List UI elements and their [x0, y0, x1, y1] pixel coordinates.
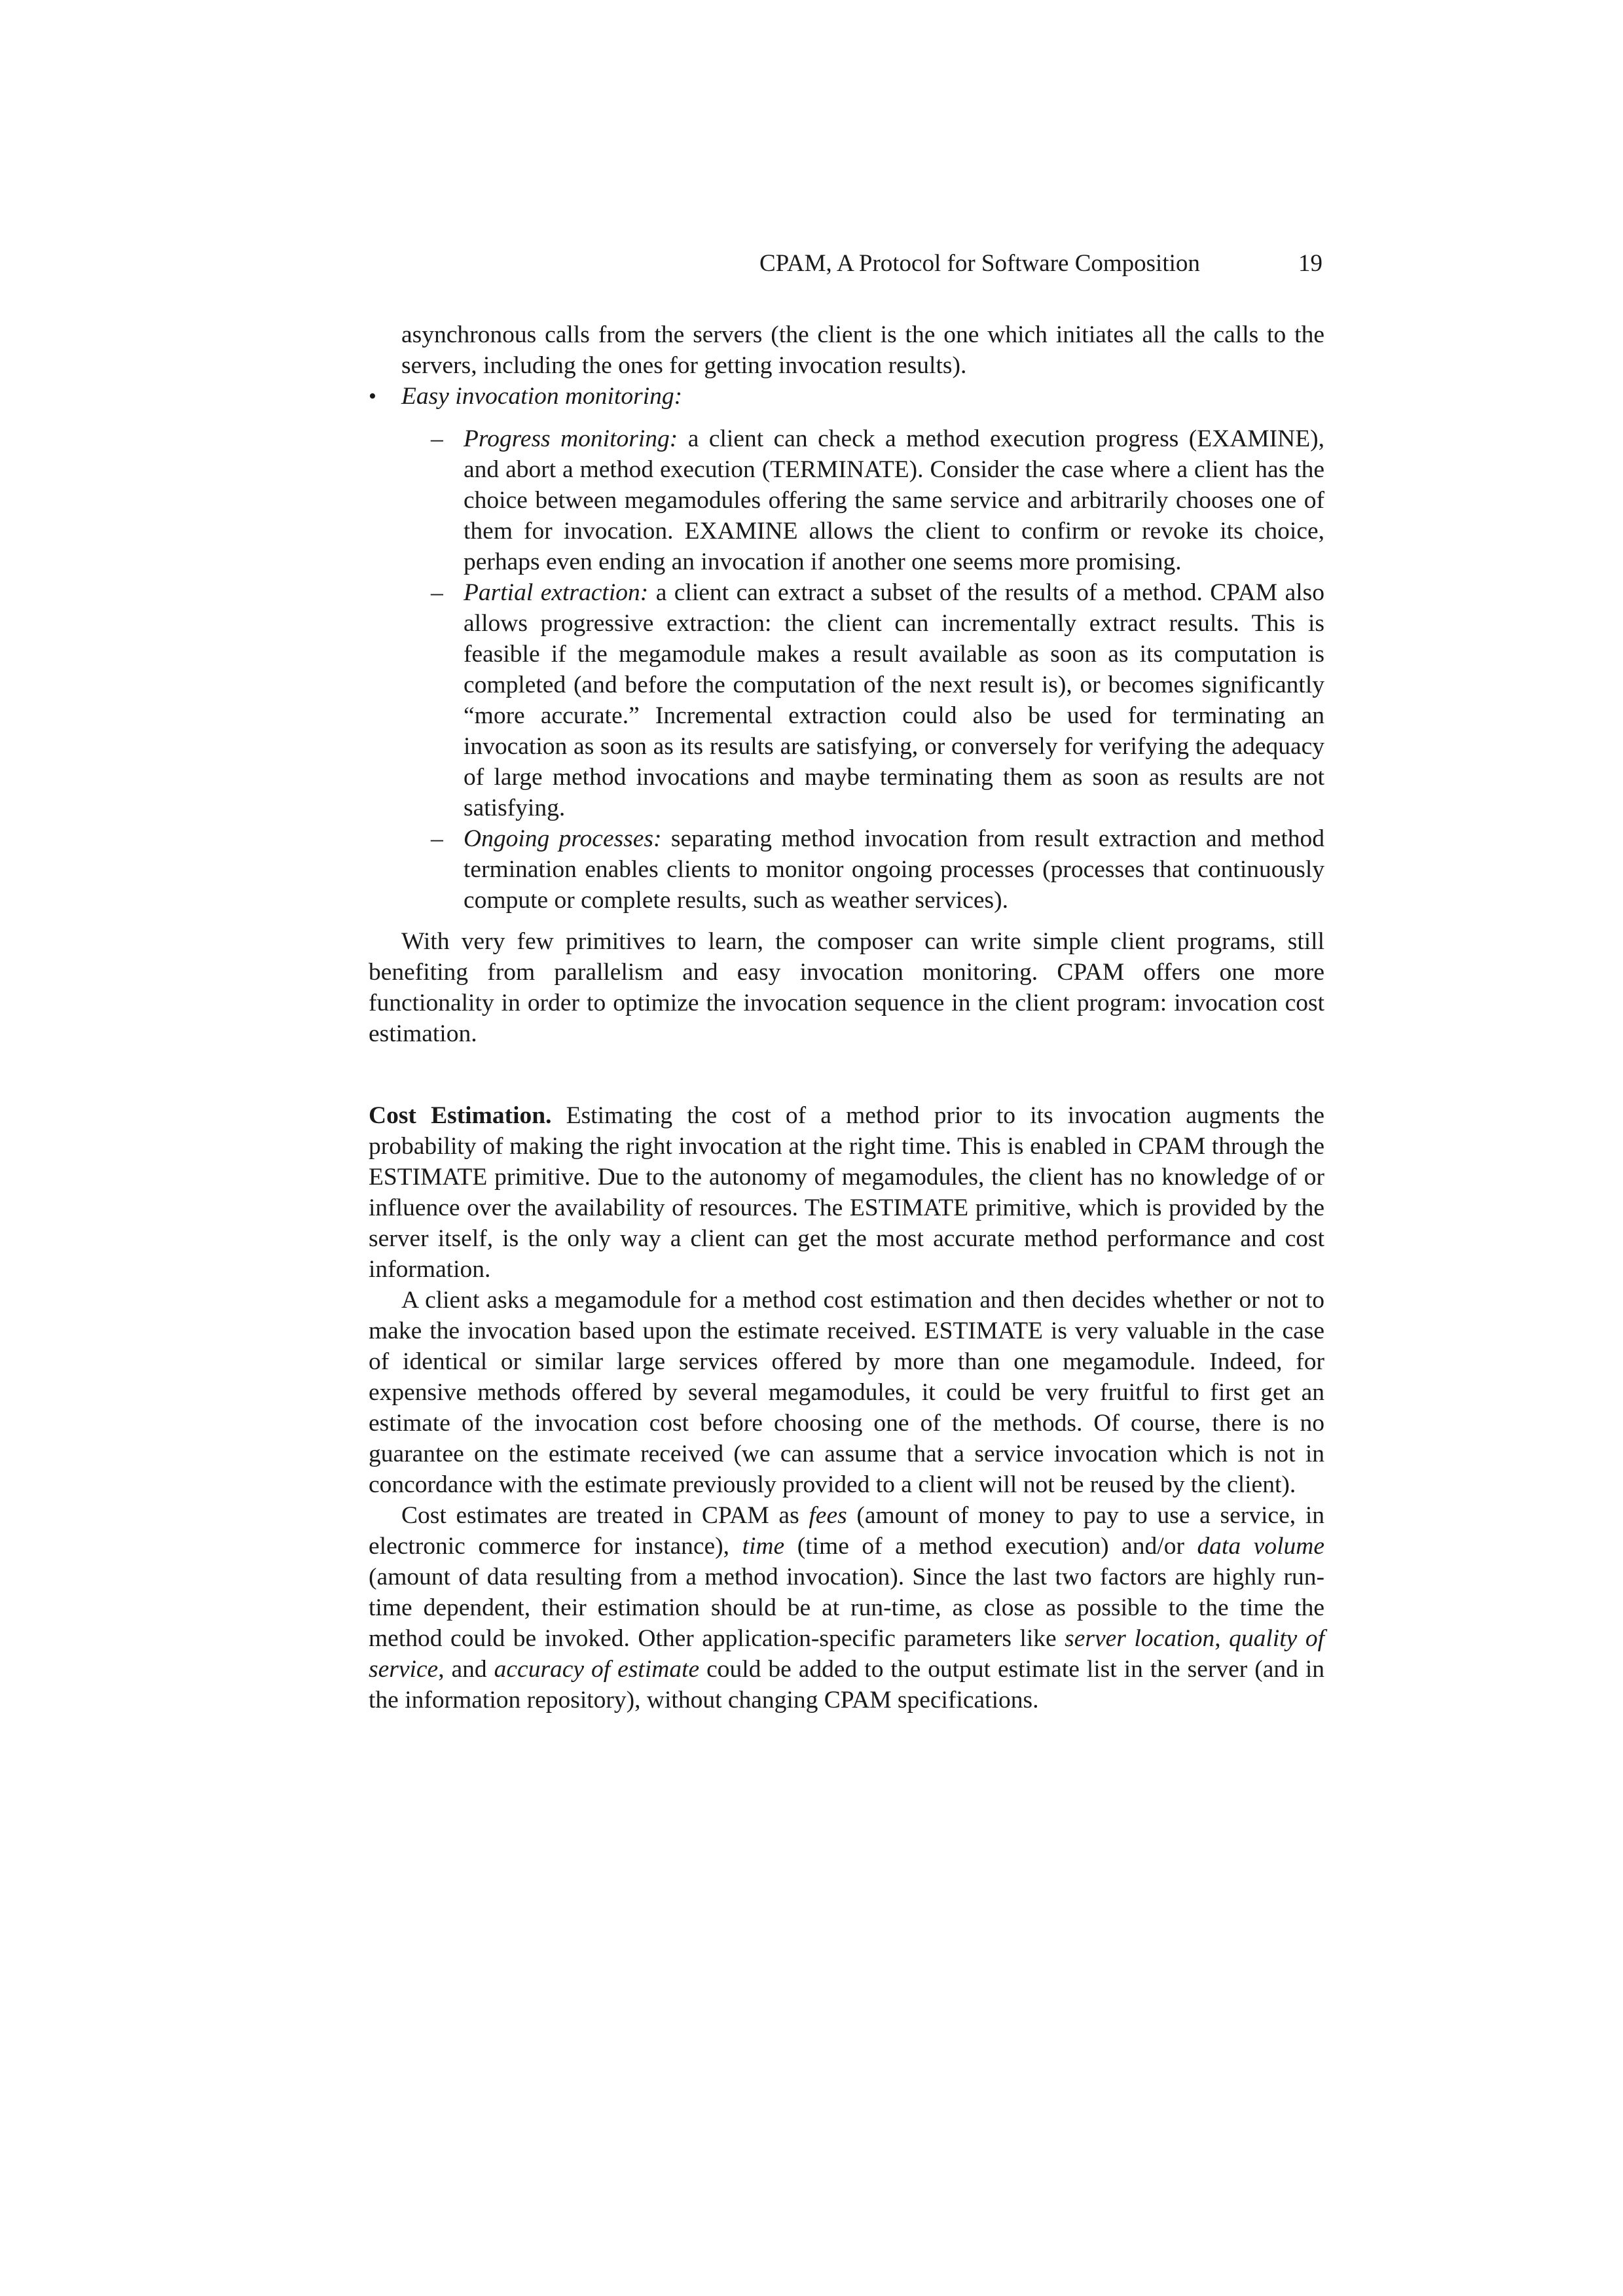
bullet-label: Easy invocation monitoring:	[401, 383, 683, 410]
emphasis-server-location: server location	[1065, 1625, 1215, 1652]
dash-icon: –	[431, 579, 443, 606]
bullet-icon: •	[369, 384, 376, 408]
page-body	[369, 319, 1324, 1715]
bullet-item-easy-invocation-monitoring	[369, 381, 1324, 412]
page-number: 19	[1298, 250, 1322, 277]
running-header	[759, 247, 1322, 280]
sub-item-text: separating method invocation from result extraction and method termination enables clients to monitor ongoing processes (processes that continuously compute or complete results, such as weather services).	[464, 825, 1325, 914]
text-run: ,	[1214, 1625, 1230, 1652]
text-run: , and	[438, 1656, 494, 1683]
sub-item-text: a client can extract a subset of the results of a method. CPAM also allows progressive extraction: the client can incrementally extract results. This is feasible if the megamodule makes a result available as soon as its computation is completed (and before the computation of the next result is), or becomes significantly “more accurate.” Incremental extraction could also be used for terminating an invocation as soon as its results are satisfying, or conversely for verifying the adequacy of large method invocations and maybe terminating them as soon as results are not satisfying.	[464, 579, 1324, 821]
emphasis-fees: fees	[809, 1502, 847, 1529]
text-run: (amount of data resulting from a method invocation). Since the last two factors are highly run-time dependent, their estimation should be at run-time, as close as possible to the time the method could be invoked. Other application-specific parameters like	[369, 1564, 1324, 1652]
spacer	[369, 916, 1324, 926]
emphasis-accuracy-of-estimate: accuracy of estimate	[494, 1656, 700, 1683]
cost-estimation-paragraph-3	[369, 1500, 1324, 1715]
section-title: Cost Estimation.	[369, 1102, 552, 1129]
section-spacer	[369, 1049, 1324, 1100]
monitoring-sub-list	[431, 423, 1325, 916]
sub-item-text: a client can check a method execution progress (EXAMINE), and abort a method execution (TERMINATE). Consider the case where a client has the choice between megamodules offering the same service and arbitrarily chooses one of them for invocation. EXAMINE allows the client to confirm or revoke its choice, perhaps even ending an invocation if another one seems more promising.	[464, 425, 1325, 575]
text-run: Cost estimates are treated in CPAM as	[401, 1502, 809, 1529]
sub-item-ongoing-processes	[431, 823, 1325, 916]
dash-icon: –	[431, 825, 443, 852]
text-run: could be added to the output estimate list in the server (and in the information repository), without changing CPAM specifications.	[369, 1656, 1324, 1713]
sub-item-term: Progress monitoring:	[464, 425, 678, 452]
emphasis-data-volume: data volume	[1197, 1533, 1324, 1560]
emphasis-time: time	[742, 1533, 785, 1560]
dash-icon: –	[431, 425, 443, 452]
emphasis-quality-of-service: quality of service	[369, 1625, 1324, 1683]
sub-item-partial-extraction	[431, 577, 1324, 823]
running-title: CPAM, A Protocol for Software Composition	[759, 250, 1200, 277]
cost-estimation-paragraph-2: A client asks a megamodule for a method cost estimation and then decides whether or not to make the invocation based upon the estimate received. ESTIMATE is very valuable in the case of identical or similar large services offered by more than one megamodule. Indeed, for expensive methods offered by several megamodules, it could be very fruitful to first get an estimate of the invocation cost before choosing one of the methods. Of course, there is no guarantee on the estimate received (we can assume that a service invocation which is not in concordance with the estimate previously provided to a client will not be reused by the client).	[369, 1287, 1324, 1498]
cost-estimation-intro-paragraph	[369, 1100, 1324, 1285]
text-run: (time of a method execution) and/or	[784, 1533, 1197, 1560]
continuation-paragraph: asynchronous calls from the servers (the client is the one which initiates all the calls to the servers, including the ones for getting invocation results).	[401, 321, 1324, 379]
text-run: (amount of money to pay to use a service, in electronic commerce for instance),	[369, 1502, 1324, 1560]
cost-estimation-intro-text: Estimating the cost of a method prior to its invocation augments the probability of making the right invocation at the right time. This is enabled in CPAM through the ESTIMATE primitive. Due to the autonomy of megamodules, the client has no knowledge of or influence over the availability of resources. The ESTIMATE primitive, which is provided by the server itself, is the only way a client can get the most accurate method performance and cost information.	[369, 1102, 1324, 1283]
sub-item-term: Ongoing processes:	[464, 825, 662, 852]
sub-item-progress-monitoring	[431, 423, 1325, 577]
summary-paragraph: With very few primitives to learn, the composer can write simple client programs, still benefiting from parallelism and easy invocation monitoring. CPAM offers one more functionality in order to optimize the invocation sequence in the client program: invocation cost estimation.	[369, 928, 1324, 1047]
sub-item-term: Partial extraction:	[464, 579, 649, 606]
